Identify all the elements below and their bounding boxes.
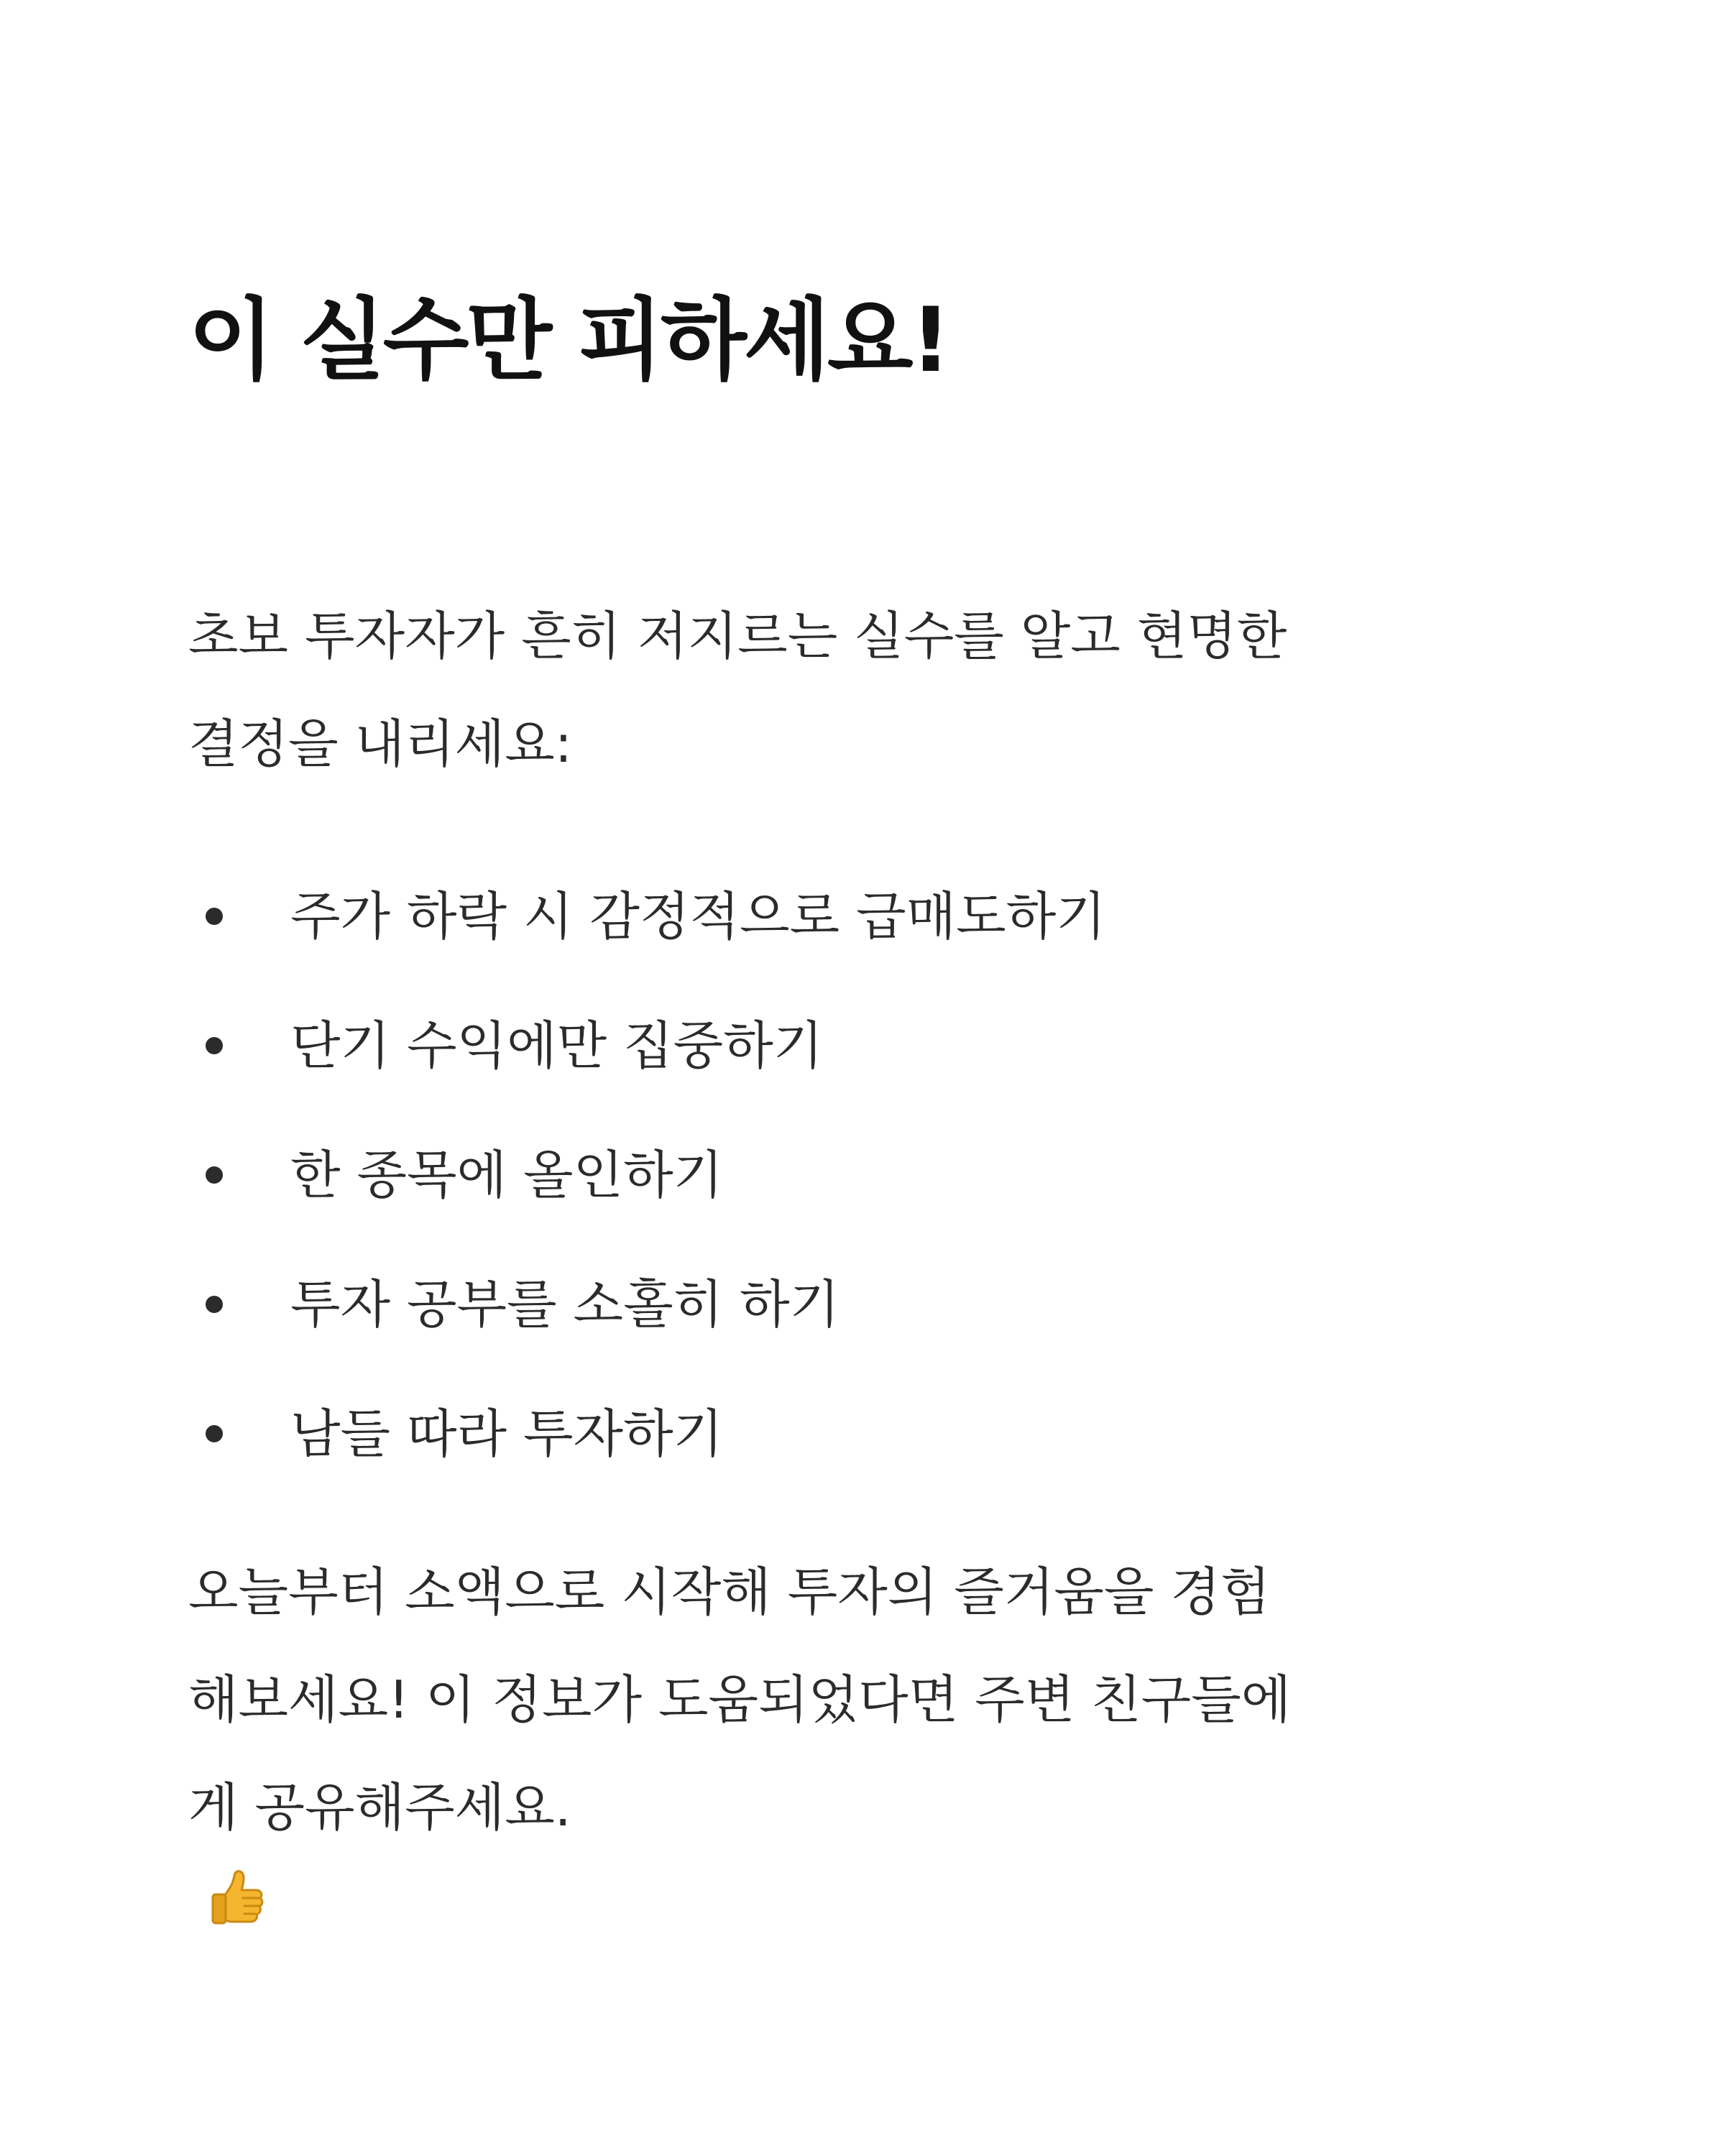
- bullet-icon: [206, 1166, 223, 1184]
- thumbs-up-icon: [203, 1861, 272, 1930]
- intro-line-2: 결정을 내리세요:: [188, 714, 573, 774]
- list-item-text: 한 종목에 올인하기: [290, 1145, 724, 1205]
- intro-line-1: 초보 투자자가 흔히 저지르는 실수를 알고 현명한: [188, 606, 1287, 666]
- closing-text: [188, 1538, 1554, 1930]
- list-item-text: 주가 하락 시 감정적으로 급매도하기: [290, 886, 1106, 946]
- closing-line-2: 해보세요! 이 정보가 도움되었다면 주변 친구들에: [188, 1669, 1292, 1730]
- list-item: [188, 1110, 1106, 1240]
- closing-line-3: [188, 1754, 1554, 1930]
- list-item: [188, 1369, 1106, 1498]
- list-item: [188, 981, 1106, 1110]
- mistake-list: [188, 852, 1106, 1498]
- closing-line-3-text: 게 공유해주세요.: [188, 1777, 571, 1838]
- bullet-icon: [206, 1296, 223, 1313]
- closing-line-1: 오늘부터 소액으로 시작해 투자의 즐거움을 경험: [188, 1562, 1271, 1622]
- list-item-text: 단기 수익에만 집중하기: [290, 1015, 824, 1076]
- bullet-icon: [206, 908, 223, 925]
- post-page: [188, 0, 1554, 2156]
- list-item: [188, 1240, 1106, 1369]
- list-item: [188, 852, 1106, 981]
- bullet-icon: [206, 1037, 223, 1054]
- list-item-text: 투자 공부를 소홀히 하기: [290, 1274, 840, 1335]
- intro-text: [188, 582, 1554, 798]
- bullet-icon: [206, 1425, 223, 1442]
- page-title: 이 실수만 피하세요!: [188, 289, 949, 392]
- list-item-text: 남들 따라 투자하기: [290, 1404, 724, 1464]
